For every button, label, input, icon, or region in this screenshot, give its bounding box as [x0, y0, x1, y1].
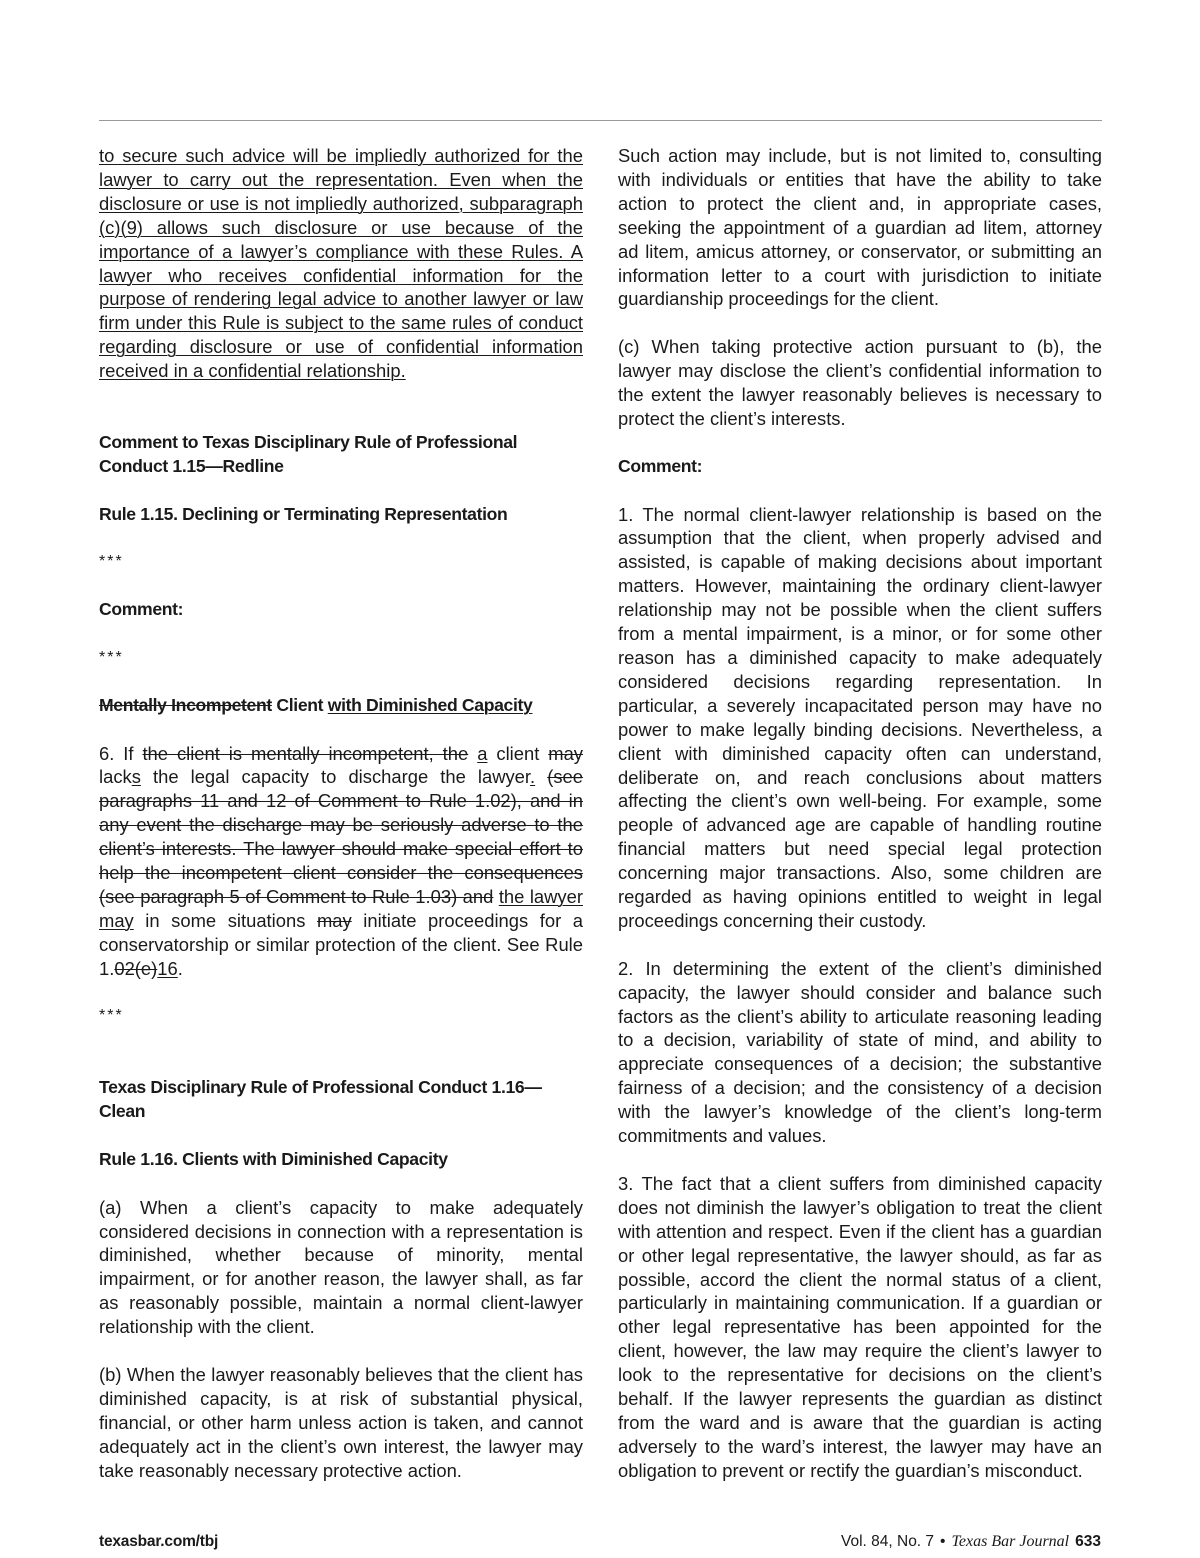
struck-text: (see paragraphs 11 and 12 of Comment to Rule 1.02), and in any event the discharge may be seriously adverse to the client’s interests. The lawyer should make special effort to help the incompetent client consider the consequences (see paragraph 5 of Comment to Rule 1.03) and [99, 766, 583, 907]
text: initiate proceedings for a conservatorship or similar protection of the client. See Rule 1. [99, 909, 583, 979]
rule-115-comment-continuation [99, 144, 583, 383]
comment-paragraph-3: 3. The fact that a client suffers from diminished capacity does not diminish the lawyer’s obligation to treat the client with attention and respect. Even if the client has a guardian or other legal representative, the lawyer should, as far as possible, accord the client the normal status of a client, particularly in maintaining communication. If a guardian or other legal representative has been appointed for the client, however, the law may require the client’s lawyer to look to the representative for decisions on the client’s behalf. If the lawyer represents the guardian as distinct from the ward and is aware that the guardian is acting adversely to the ward’s interest, the lawyer may have an obligation to prevent or rectify the guardian’s misconduct. [618, 1172, 1102, 1481]
added-text: a [477, 742, 488, 764]
added-text: 16 [157, 957, 178, 979]
added-text: to secure such advice will be impliedly authorized for the lawyer to carry out the representation. Even when the disclosure or use is not impliedly authorized, subparagraph (c)(9) allows such disclosure or use because of the importance of a lawyer’s compliance with these Rules. A lawyer who receives confidential information for the purpose of rendering legal advice to another lawyer or law firm under this Rule is subject to the same rules of conduct regarding disclosure or use of confidential information received in a confidential relationship. [99, 145, 583, 382]
page-number: 633 [1075, 1533, 1101, 1550]
rule-116-paragraph-c: (c) When taking protective action pursuant to (b), the lawyer may disclose the client’s confidential information to the extent the lawyer reasonably believes is necessary to protect the client’s interests. [618, 336, 1102, 429]
added-text: s [131, 766, 141, 788]
comment-paragraph-2: 2. In determining the extent of the client’s diminished capacity, the lawyer should consider and balance such factors as the client’s ability to articulate reasoning leading to a decision, variability of state of mind, and ability to appreciate consequences of a decision; the substantive fairness of a decision; and the consistency of a decision with the lawyer’s knowledge of the client’s long-term commitments and values. [618, 957, 1102, 1147]
omission-marker: *** [99, 553, 124, 571]
added-text: the lawyer may [99, 885, 583, 931]
text: client [487, 742, 549, 764]
text: . [177, 957, 183, 979]
struck-text: the client is mentally incompetent, the [142, 742, 469, 764]
left-column [99, 144, 583, 1483]
omission-marker: *** [99, 648, 124, 666]
right-column [618, 144, 1102, 1483]
text: lack [99, 766, 132, 788]
heading-text: Client [271, 694, 328, 715]
text: 6. If [99, 742, 143, 764]
rule-115-heading: Rule 1.15. Declining or Terminating Representation [99, 503, 508, 524]
comment-paragraph-1: 1. The normal client-lawyer relationship is based on the assumption that the client, when properly advised and assisted, is capable of making decisions about important matters. However, maintaining the ordinary client-lawyer relationship may not be possible when the client suffers from a mental impairment, is a minor, or for some other reason has a diminished capacity to make adequately considered decisions regarding representation. In particular, a severely incapacitated person may have no power to make legally binding decisions. Nevertheless, a client with diminished capacity often can understand, deliberate on, and reach conclusions about matters affecting the client’s own well-being. For example, some people of advanced age are capable of handling routine financial matters but need special legal protection concerning major transactions. Also, some children are regarded as having opinions entitled to weight in legal proceedings concerning their custody. [618, 503, 1102, 931]
added-text: . [530, 766, 536, 788]
struck-text: may [316, 909, 352, 931]
text: the legal capacity to discharge the lawyer [140, 766, 531, 788]
header-rule [99, 120, 1102, 121]
rule-116-paragraph-b: (b) When the lawyer reasonably believes that the client has diminished capacity, is at risk of substantial physical, financial, or other harm unless action is taken, and cannot adequately act in the client’s own interest, the lawyer may take reasonably necessary protective action. [99, 1364, 583, 1481]
text [468, 743, 477, 764]
text [535, 766, 547, 787]
volume-number: Vol. 84, No. 7 [840, 1533, 935, 1550]
comment-title-heading: Comment to Texas Disciplinary Rule of Professional Conduct 1.15—Redline [99, 431, 518, 476]
omission-marker: *** [99, 1007, 124, 1025]
rule-116-paragraph-a: (a) When a client’s capacity to make adequately considered decisions in connection with a representation is diminished, whether because of minority, mental impairment, or for another reason, the lawyer shall, as far as reasonably possible, maintain a normal client-lawyer relationship with the client. [99, 1196, 583, 1338]
added-text: with Diminished Capacity [327, 694, 533, 715]
struck-text: 02(e) [114, 957, 158, 979]
comment-heading: Comment: [99, 599, 184, 620]
footer-website-link[interactable]: texasbar.com/tbj [99, 1533, 219, 1550]
bullet-separator: • [940, 1533, 946, 1550]
rule-116-heading: Rule 1.16. Clients with Diminished Capacity [99, 1148, 448, 1169]
struck-text: may [548, 742, 583, 764]
diminished-capacity-subheading [99, 694, 583, 718]
comment-heading: Comment: [618, 455, 703, 476]
comment-paragraph-6 [99, 742, 583, 981]
rule-116-clean-heading: Texas Disciplinary Rule of Professional Conduct 1.16—Clean [99, 1077, 542, 1122]
text: in some situations [133, 909, 317, 931]
journal-title: Texas Bar Journal [951, 1533, 1070, 1550]
rule-116-paragraph-b-continuation: Such action may include, but is not limited to, consulting with individuals or entities that have the ability to take action to protect the client and, in appropriate cases, seeking the appointment of a guardian ad litem, attorney ad litem, amicus attorney, or conservator, or submitting an information letter to a court with jurisdiction to initiate guardianship proceedings for the client. [618, 145, 1102, 310]
struck-text: Mentally Incompetent [99, 694, 272, 715]
footer-issue-info [841, 1533, 1101, 1551]
